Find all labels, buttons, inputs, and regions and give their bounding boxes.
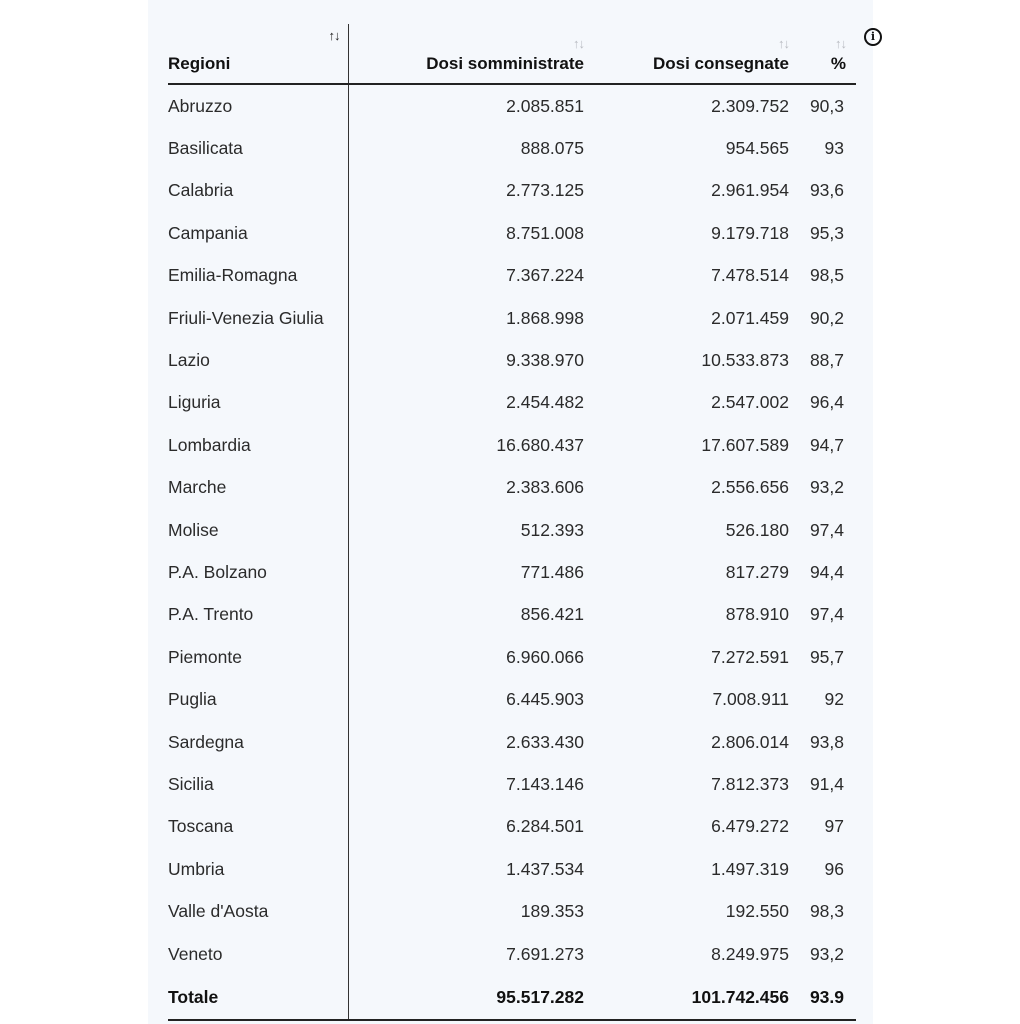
table-row bbox=[168, 467, 856, 509]
cell-dosi-consegnate: 878.910 bbox=[725, 604, 789, 625]
table-row bbox=[168, 551, 856, 593]
cell-region: P.A. Trento bbox=[168, 594, 348, 636]
table-row bbox=[168, 806, 856, 848]
cell-dosi-somministrate: 2.383.606 bbox=[506, 477, 584, 498]
cell-dosi-somministrate: 8.751.008 bbox=[506, 222, 584, 243]
cell-percentuale: 97,4 bbox=[809, 604, 844, 625]
cell-percentuale: 93,2 bbox=[809, 477, 844, 498]
cell-dosi-consegnate: 7.478.514 bbox=[711, 265, 789, 286]
cell-dosi-somministrate: 7.143.146 bbox=[506, 773, 584, 794]
table-row bbox=[168, 424, 856, 466]
cell-region: Veneto bbox=[168, 933, 348, 975]
cell-dosi-consegnate: 2.547.002 bbox=[711, 392, 789, 413]
cell-dosi-consegnate: 2.556.656 bbox=[711, 477, 789, 498]
sort-arrows-icon[interactable]: ↑↓ bbox=[328, 28, 340, 43]
table-container bbox=[168, 24, 856, 1021]
column-label: % bbox=[830, 54, 846, 73]
table-row bbox=[168, 255, 856, 297]
cell-dosi-somministrate: 1.868.998 bbox=[506, 307, 584, 328]
column-label: Regioni bbox=[168, 54, 231, 73]
cell-percentuale: 95,7 bbox=[809, 646, 844, 667]
cell-dosi-somministrate: 6.445.903 bbox=[506, 689, 584, 710]
cell-region: Toscana bbox=[168, 806, 348, 848]
table-total-row bbox=[168, 975, 856, 1020]
cell-dosi-somministrate: 6.960.066 bbox=[506, 646, 584, 667]
cell-region: Lazio bbox=[168, 339, 348, 381]
cell-percentuale: 98,5 bbox=[809, 265, 844, 286]
cell-dosi-somministrate: 16.680.437 bbox=[496, 434, 584, 455]
table-row bbox=[168, 509, 856, 551]
cell-percentuale: 96,4 bbox=[809, 392, 844, 413]
cell-region: Calabria bbox=[168, 170, 348, 212]
cell-dosi-somministrate: 7.691.273 bbox=[506, 943, 584, 964]
cell-dosi-somministrate: 512.393 bbox=[520, 519, 584, 540]
column-header-dosi-consegnate[interactable] bbox=[596, 24, 801, 84]
cell-dosi-consegnate: 817.279 bbox=[725, 561, 789, 582]
cell-dosi-consegnate: 7.272.591 bbox=[711, 646, 789, 667]
cell-region: Basilicata bbox=[168, 127, 348, 169]
cell-region: Puglia bbox=[168, 678, 348, 720]
cell-dosi-somministrate: 6.284.501 bbox=[506, 816, 584, 837]
cell-region: Totale bbox=[168, 975, 348, 1020]
table-row bbox=[168, 636, 856, 678]
table-row bbox=[168, 212, 856, 254]
table-row bbox=[168, 84, 856, 127]
cell-region: Abruzzo bbox=[168, 84, 348, 127]
column-header-dosi-somministrate[interactable] bbox=[348, 24, 596, 84]
cell-region: Umbria bbox=[168, 848, 348, 890]
cell-percentuale: 98,3 bbox=[809, 901, 844, 922]
cell-percentuale: 93.9 bbox=[801, 975, 856, 1020]
cell-dosi-somministrate: 1.437.534 bbox=[506, 858, 584, 879]
cell-dosi-consegnate: 6.479.272 bbox=[711, 816, 789, 837]
sort-arrows-icon[interactable]: ↑↓ bbox=[835, 36, 846, 51]
table-row bbox=[168, 721, 856, 763]
cell-percentuale: 88,7 bbox=[809, 350, 844, 371]
cell-dosi-consegnate: 192.550 bbox=[725, 901, 789, 922]
cell-dosi-somministrate: 2.454.482 bbox=[506, 392, 584, 413]
cell-region: Sicilia bbox=[168, 763, 348, 805]
cell-dosi-consegnate: 954.565 bbox=[725, 138, 789, 159]
cell-dosi-consegnate: 7.008.911 bbox=[712, 689, 789, 710]
cell-dosi-somministrate: 2.773.125 bbox=[506, 180, 584, 201]
cell-dosi-somministrate: 95.517.282 bbox=[348, 975, 596, 1020]
cell-percentuale: 93 bbox=[824, 138, 844, 159]
table-panel bbox=[148, 0, 873, 1024]
cell-percentuale: 97,4 bbox=[809, 519, 844, 540]
table-row bbox=[168, 763, 856, 805]
cell-percentuale: 95,3 bbox=[809, 222, 844, 243]
table-row bbox=[168, 933, 856, 975]
table-row bbox=[168, 382, 856, 424]
cell-dosi-somministrate: 189.353 bbox=[520, 901, 584, 922]
cell-percentuale: 97 bbox=[824, 816, 844, 837]
cell-dosi-consegnate: 7.812.373 bbox=[711, 773, 789, 794]
cell-region: Sardegna bbox=[168, 721, 348, 763]
cell-dosi-consegnate: 2.806.014 bbox=[711, 731, 789, 752]
cell-percentuale: 93,6 bbox=[809, 180, 844, 201]
column-label: Dosi somministrate bbox=[426, 54, 584, 73]
cell-dosi-consegnate: 1.497.319 bbox=[711, 858, 789, 879]
column-label: Dosi consegnate bbox=[652, 54, 789, 73]
info-icon[interactable]: i bbox=[864, 28, 882, 46]
vaccine-doses-table bbox=[168, 24, 856, 1021]
table-row bbox=[168, 890, 856, 932]
cell-percentuale: 92 bbox=[824, 689, 844, 710]
cell-dosi-consegnate: 9.179.718 bbox=[711, 222, 789, 243]
cell-percentuale: 90,3 bbox=[809, 95, 844, 116]
cell-percentuale: 91,4 bbox=[809, 773, 844, 794]
cell-region: Emilia-Romagna bbox=[168, 255, 348, 297]
cell-region: Marche bbox=[168, 467, 348, 509]
cell-percentuale: 93,2 bbox=[809, 943, 844, 964]
cell-dosi-consegnate: 2.309.752 bbox=[711, 95, 789, 116]
table-body bbox=[168, 84, 856, 1020]
cell-percentuale: 94,4 bbox=[809, 561, 844, 582]
cell-region: P.A. Bolzano bbox=[168, 551, 348, 593]
table-row bbox=[168, 297, 856, 339]
table-row bbox=[168, 170, 856, 212]
cell-percentuale: 90,2 bbox=[809, 307, 844, 328]
table-row bbox=[168, 678, 856, 720]
cell-dosi-somministrate: 771.486 bbox=[520, 561, 584, 582]
table-row bbox=[168, 594, 856, 636]
sort-arrows-icon[interactable]: ↑↓ bbox=[573, 36, 584, 51]
cell-region: Friuli-Venezia Giulia bbox=[168, 297, 348, 339]
table-row bbox=[168, 848, 856, 890]
cell-percentuale: 93,8 bbox=[809, 731, 844, 752]
cell-percentuale: 96 bbox=[824, 858, 844, 879]
cell-region: Molise bbox=[168, 509, 348, 551]
cell-dosi-consegnate: 8.249.975 bbox=[711, 943, 789, 964]
column-header-percentuale[interactable] bbox=[801, 24, 856, 84]
sort-arrows-icon[interactable]: ↑↓ bbox=[778, 36, 789, 51]
cell-region: Valle d'Aosta bbox=[168, 890, 348, 932]
cell-region: Campania bbox=[168, 212, 348, 254]
cell-dosi-consegnate: 2.961.954 bbox=[711, 180, 789, 201]
cell-dosi-somministrate: 2.633.430 bbox=[506, 731, 584, 752]
cell-dosi-somministrate: 7.367.224 bbox=[506, 265, 584, 286]
cell-region: Piemonte bbox=[168, 636, 348, 678]
table-row bbox=[168, 127, 856, 169]
cell-dosi-somministrate: 856.421 bbox=[520, 604, 584, 625]
cell-dosi-consegnate: 101.742.456 bbox=[596, 975, 801, 1020]
cell-region: Lombardia bbox=[168, 424, 348, 466]
column-header-regioni[interactable] bbox=[168, 24, 348, 84]
cell-dosi-somministrate: 2.085.851 bbox=[506, 95, 584, 116]
cell-dosi-consegnate: 2.071.459 bbox=[711, 307, 789, 328]
cell-dosi-consegnate: 10.533.873 bbox=[701, 350, 789, 371]
cell-dosi-somministrate: 9.338.970 bbox=[506, 350, 584, 371]
cell-dosi-consegnate: 17.607.589 bbox=[701, 434, 789, 455]
table-header bbox=[168, 24, 856, 84]
cell-region: Liguria bbox=[168, 382, 348, 424]
cell-dosi-somministrate: 888.075 bbox=[520, 138, 584, 159]
table-row bbox=[168, 339, 856, 381]
cell-dosi-consegnate: 526.180 bbox=[725, 519, 789, 540]
cell-percentuale: 94,7 bbox=[809, 434, 844, 455]
